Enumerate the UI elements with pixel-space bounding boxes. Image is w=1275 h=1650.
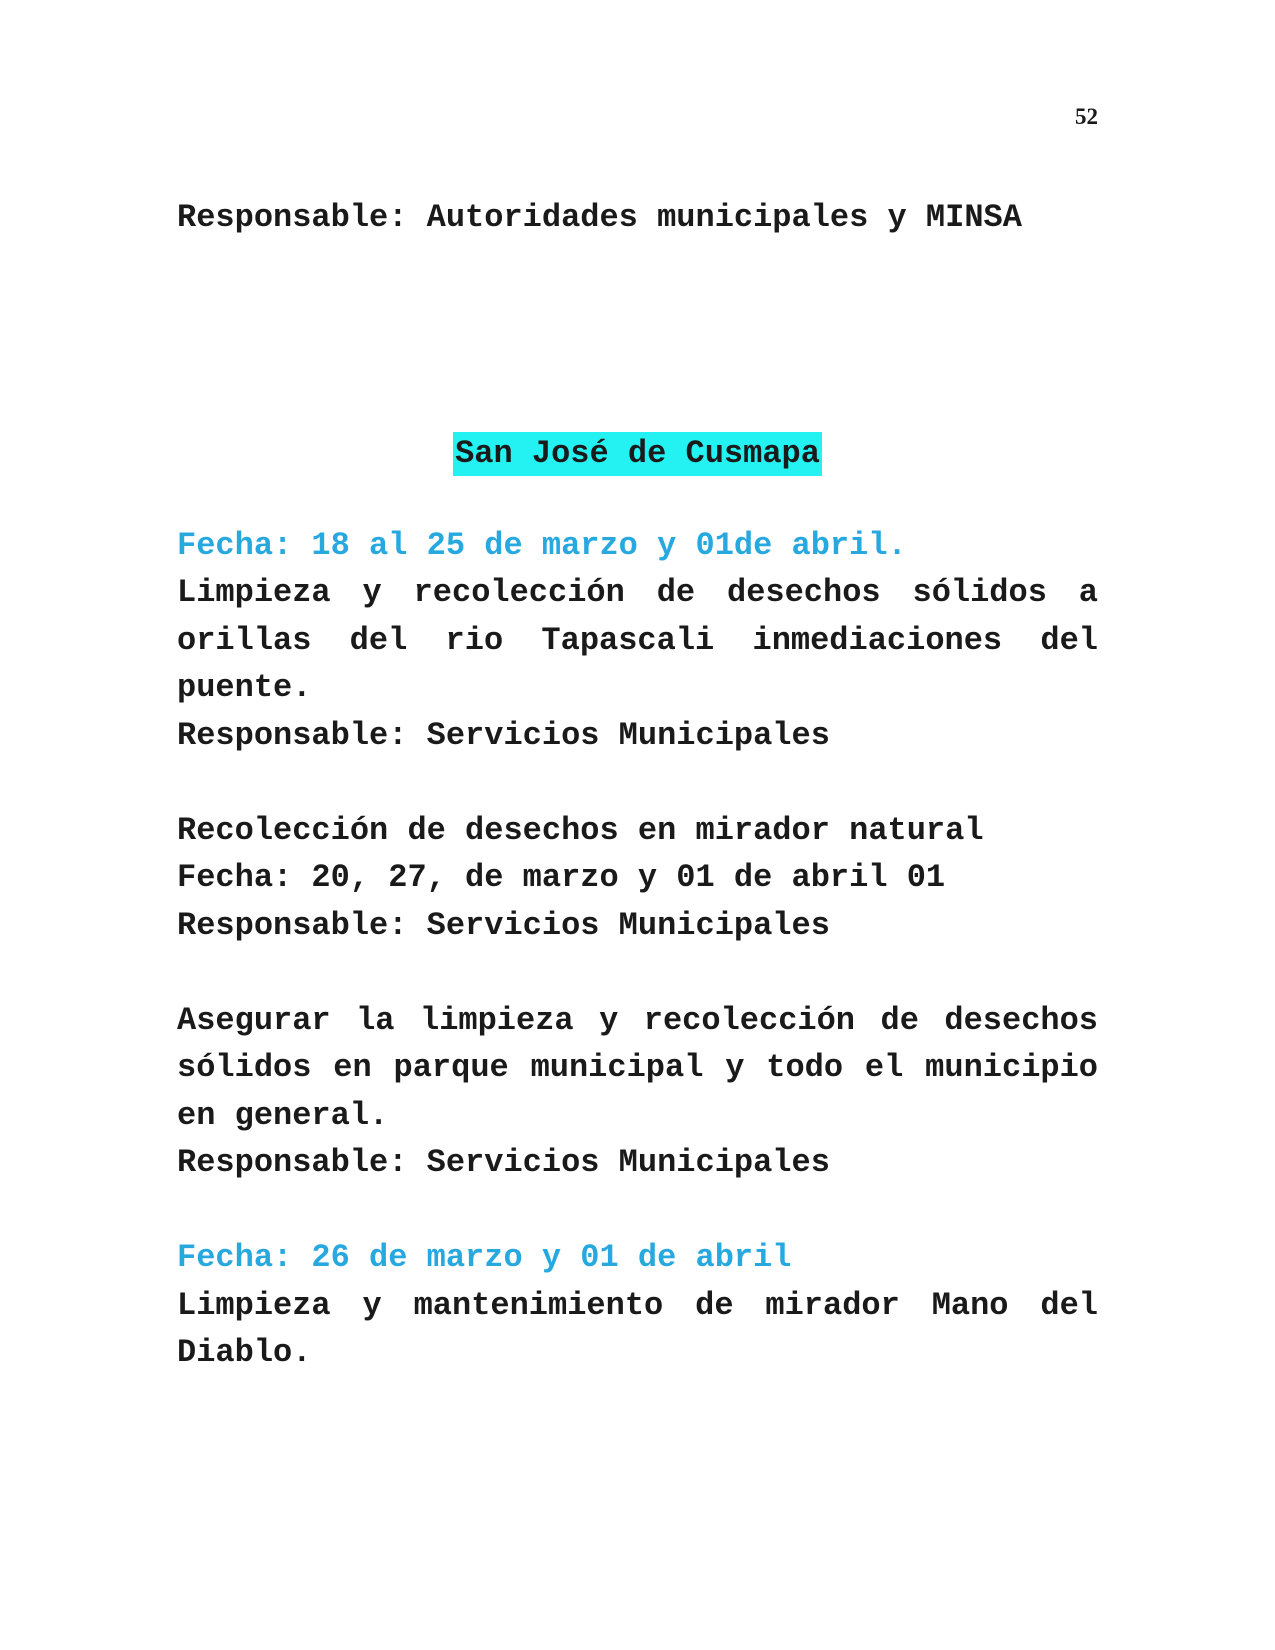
- block-2-responsible: Responsable: Servicios Municipales: [177, 906, 830, 944]
- document-body: [177, 194, 1098, 1377]
- intro-responsible: Responsable: Autoridades municipales y MINSA: [177, 199, 1022, 236]
- block-4-date: Fecha: 26 de marzo y 01 de abril: [177, 1239, 792, 1276]
- block-3-activity: Asegurar la limpieza y recolección de desechos sólidos en parque municipal y todo el municipio en general.: [177, 1001, 1098, 1134]
- page-number: 52: [1075, 104, 1098, 129]
- block-1-activity: Limpieza y recolección de desechos sólidos a orillas del rio Tapascali inmediaciones del puente.: [177, 574, 1098, 706]
- block-2-date: Fecha: 20, 27, de marzo y 01 de abril 01: [177, 859, 946, 896]
- block-4-activity: Limpieza y mantenimiento de mirador Mano del Diablo.: [177, 1286, 1098, 1371]
- block-1-responsible: Responsable: Servicios Municipales: [177, 716, 830, 754]
- spacer: [177, 1187, 1098, 1235]
- block-2-activity: Recolección de desechos en mirador natural: [177, 811, 984, 849]
- spacer: [177, 949, 1098, 997]
- section-heading-container: [177, 432, 1098, 476]
- block-3-responsible: Responsable: Servicios Municipales: [177, 1144, 830, 1181]
- block-1-date: Fecha: 18 al 25 de marzo y 01de abril.: [177, 526, 907, 564]
- section-title: San José de Cusmapa: [453, 432, 822, 476]
- spacer: [177, 759, 1098, 807]
